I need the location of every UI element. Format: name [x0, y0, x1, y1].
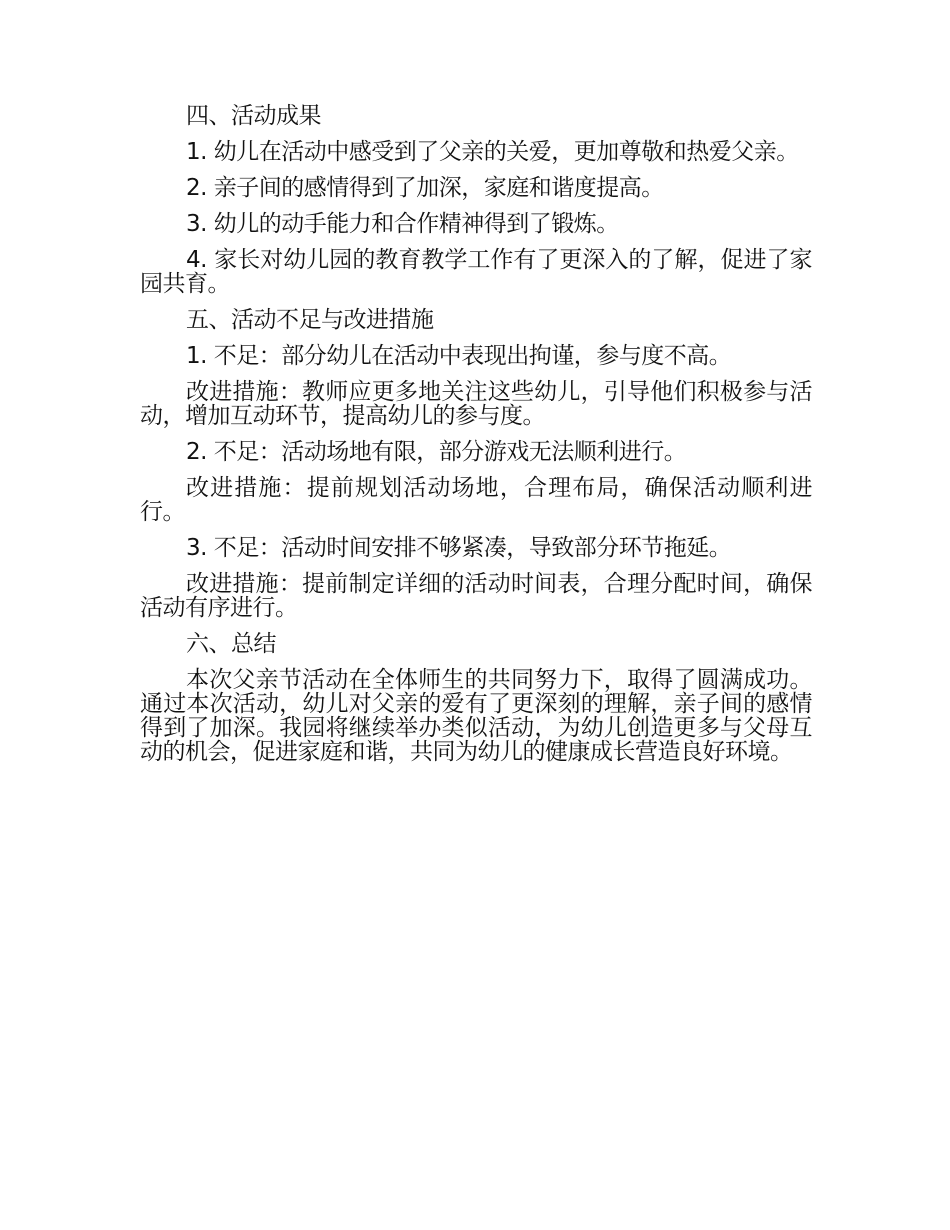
improvement-3: 改进措施：提前制定详细的活动时间表，合理分配时间，确保活动有序进行。	[140, 571, 812, 621]
shortcoming-2: 2. 不足：活动场地有限，部分游戏无法顺利进行。	[186, 439, 687, 465]
summary-paragraph: 本次父亲节活动在全体师生的共同努力下，取得了圆满成功。通过本次活动，幼儿对父亲的爱有了更深刻的理解，亲子间的感情得到了加深。我园将继续举办类似活动，为幼儿创造更多与父母互动的机会，促进家庭和谐，共同为幼儿的健康成长营造良好环境。	[140, 667, 812, 765]
section-heading-results: 四、活动成果	[186, 103, 321, 129]
improvement-2: 改进措施：提前规划活动场地，合理布局，确保活动顺利进行。	[140, 475, 812, 525]
result-item-3: 3. 幼儿的动手能力和合作精神得到了锻炼。	[186, 211, 619, 237]
result-item-1: 1. 幼儿在活动中感受到了父亲的关爱，更加尊敬和热爱父亲。	[186, 139, 799, 165]
section-heading-improvements: 五、活动不足与改进措施	[186, 307, 434, 333]
improvement-1: 改进措施：教师应更多地关注这些幼儿，引导他们积极参与活动，增加互动环节，提高幼儿的参与度。	[140, 379, 812, 429]
result-item-2: 2. 亲子间的感情得到了加深，家庭和谐度提高。	[186, 175, 664, 201]
document-body	[140, 104, 812, 764]
shortcoming-1: 1. 不足：部分幼儿在活动中表现出拘谨，参与度不高。	[186, 343, 732, 369]
section-heading-summary: 六、总结	[186, 631, 276, 657]
shortcoming-3: 3. 不足：活动时间安排不够紧凑，导致部分环节拖延。	[186, 535, 732, 561]
result-item-4: 4. 家长对幼儿园的教育教学工作有了更深入的了解，促进了家园共育。	[140, 247, 812, 297]
